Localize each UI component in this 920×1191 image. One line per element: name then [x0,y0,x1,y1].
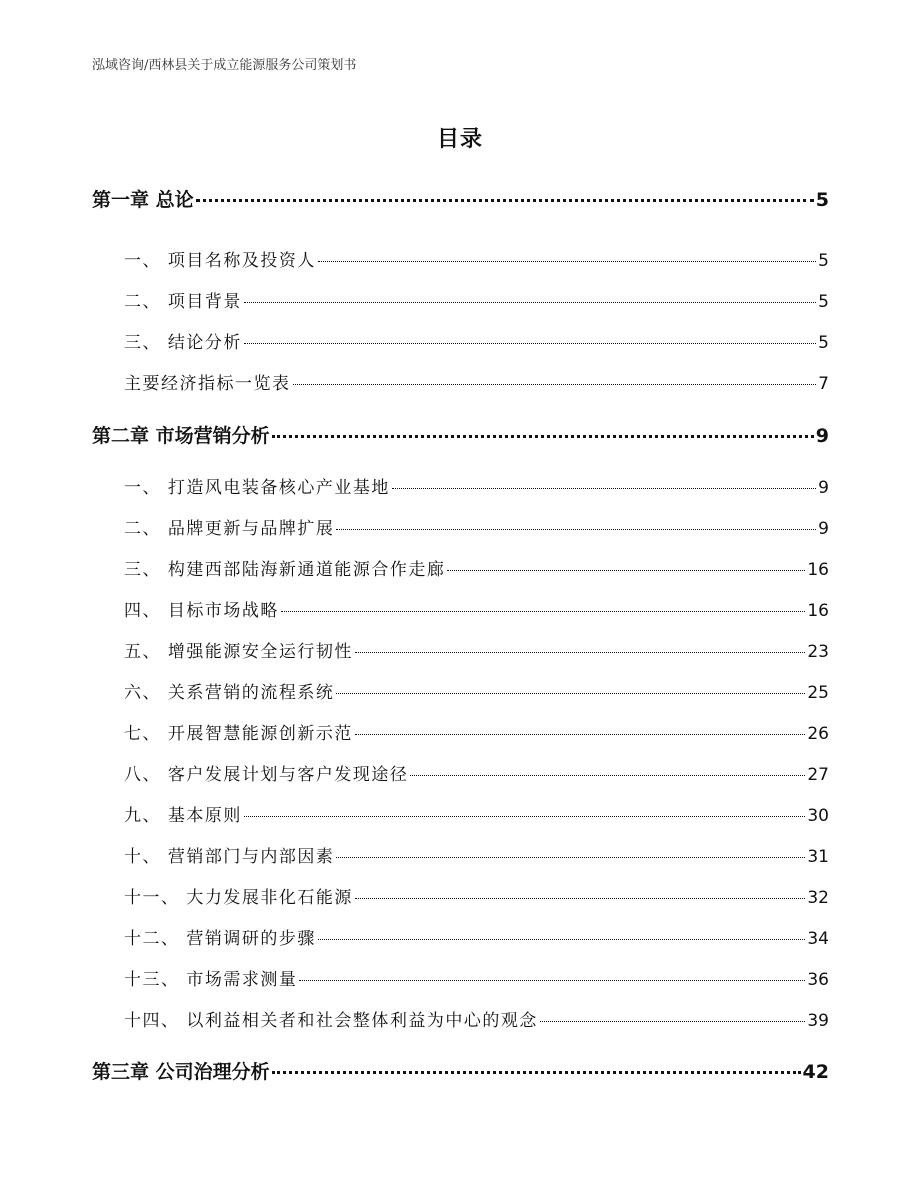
toc-leader-dots [540,1021,805,1022]
toc-page-number: 5 [818,333,829,353]
toc-leader-dots [299,980,805,981]
toc-leader-dots [336,529,816,530]
toc-entry[interactable] [124,883,829,908]
toc-leader-dots [447,570,805,571]
toc-leader-dots [318,939,805,940]
toc-page-number: 9 [815,425,829,447]
toc-entry-label: 一、 项目名称及投资人 [124,251,316,271]
toc-entry[interactable] [124,924,829,949]
toc-page-number: 5 [815,189,829,211]
toc-entry[interactable] [124,369,829,394]
toc-entry-label: 二、 品牌更新与品牌扩展 [124,519,335,539]
toc-page-number: 31 [807,847,829,867]
toc-entry[interactable] [124,514,829,539]
toc-chapter-3[interactable] [92,1057,829,1084]
toc-page-number: 36 [807,970,829,990]
toc-entry[interactable] [124,842,829,867]
toc-page-number: 5 [818,251,829,271]
toc-entry[interactable] [124,801,829,826]
toc-entry[interactable] [124,555,829,580]
toc-page-number: 34 [807,929,829,949]
toc-entry-label: 十四、 以利益相关者和社会整体利益为中心的观念 [124,1011,538,1031]
toc-entry-label: 八、 客户发展计划与客户发现途径 [124,765,409,785]
toc-page-number: 16 [807,560,829,580]
toc-page-number: 26 [807,724,829,744]
toc-entry[interactable] [124,1006,829,1031]
toc-leader-dots [355,652,805,653]
toc-entry[interactable] [124,760,829,785]
toc-page-number: 25 [807,683,829,703]
toc-page-number: 32 [807,888,829,908]
toc-title: 目录 [436,127,483,152]
toc-entry[interactable] [124,473,829,498]
toc-leader-dots [355,734,805,735]
toc-entry-label: 六、 关系营销的流程系统 [124,683,335,703]
toc-page-number: 7 [818,374,829,394]
toc-entry-label: 一、 打造风电装备核心产业基地 [124,478,390,498]
toc-leader-dots [244,816,805,817]
page-header: 泓域咨询/西林县关于成立能源服务公司策划书 [92,58,357,73]
toc-entry-label: 三、 构建西部陆海新通道能源合作走廊 [124,560,446,580]
toc-leader-dots [336,693,805,694]
toc-entry[interactable] [124,678,829,703]
toc-entry-label: 九、 基本原则 [124,806,242,826]
toc-entry-label: 第二章 市场营销分析 [92,425,270,447]
toc-leader-dots [293,384,817,385]
toc-leader-dots [244,343,816,344]
toc-page-number: 39 [807,1011,829,1031]
toc-entry-label: 十二、 营销调研的步骤 [124,929,316,949]
toc-entry-label: 十三、 市场需求测量 [124,970,298,990]
toc-entry[interactable] [124,596,829,621]
toc-leader-dots [272,1071,801,1074]
toc-leader-dots [318,261,816,262]
toc-entry-label: 七、 开展智慧能源创新示范 [124,724,353,744]
toc-chapter-1[interactable] [92,185,829,212]
toc-page-number: 9 [818,478,829,498]
toc-entry[interactable] [124,328,829,353]
toc-entry-label: 四、 目标市场战略 [124,601,279,621]
toc-entry-label: 主要经济指标一览表 [124,374,291,394]
toc-leader-dots [281,611,805,612]
toc-leader-dots [244,302,816,303]
toc-page-number: 23 [807,642,829,662]
toc-page-number: 16 [807,601,829,621]
toc-page-number: 9 [818,519,829,539]
toc-page-number: 30 [807,806,829,826]
toc-page-number: 5 [818,292,829,312]
toc-entry[interactable] [124,719,829,744]
toc-entry[interactable] [124,287,829,312]
toc-entry-label: 第一章 总论 [92,189,194,211]
toc-entry-label: 五、 增强能源安全运行韧性 [124,642,353,662]
toc-leader-dots [392,488,816,489]
toc-leader-dots [196,199,814,202]
toc-entry[interactable] [124,637,829,662]
toc-entry-label: 第三章 公司治理分析 [92,1061,270,1083]
toc-entry-label: 三、 结论分析 [124,333,242,353]
toc-entry-label: 十一、 大力发展非化石能源 [124,888,353,908]
toc-entry[interactable] [124,965,829,990]
toc-leader-dots [355,898,805,899]
toc-entry-label: 十、 营销部门与内部因素 [124,847,335,867]
toc-leader-dots [272,435,814,438]
toc-page-number: 27 [807,765,829,785]
toc-entry[interactable] [124,246,829,271]
toc-leader-dots [410,775,805,776]
toc-leader-dots [336,857,805,858]
toc-entry-label: 二、 项目背景 [124,292,242,312]
toc-page-number: 42 [802,1061,829,1083]
toc-chapter-2[interactable] [92,421,829,448]
